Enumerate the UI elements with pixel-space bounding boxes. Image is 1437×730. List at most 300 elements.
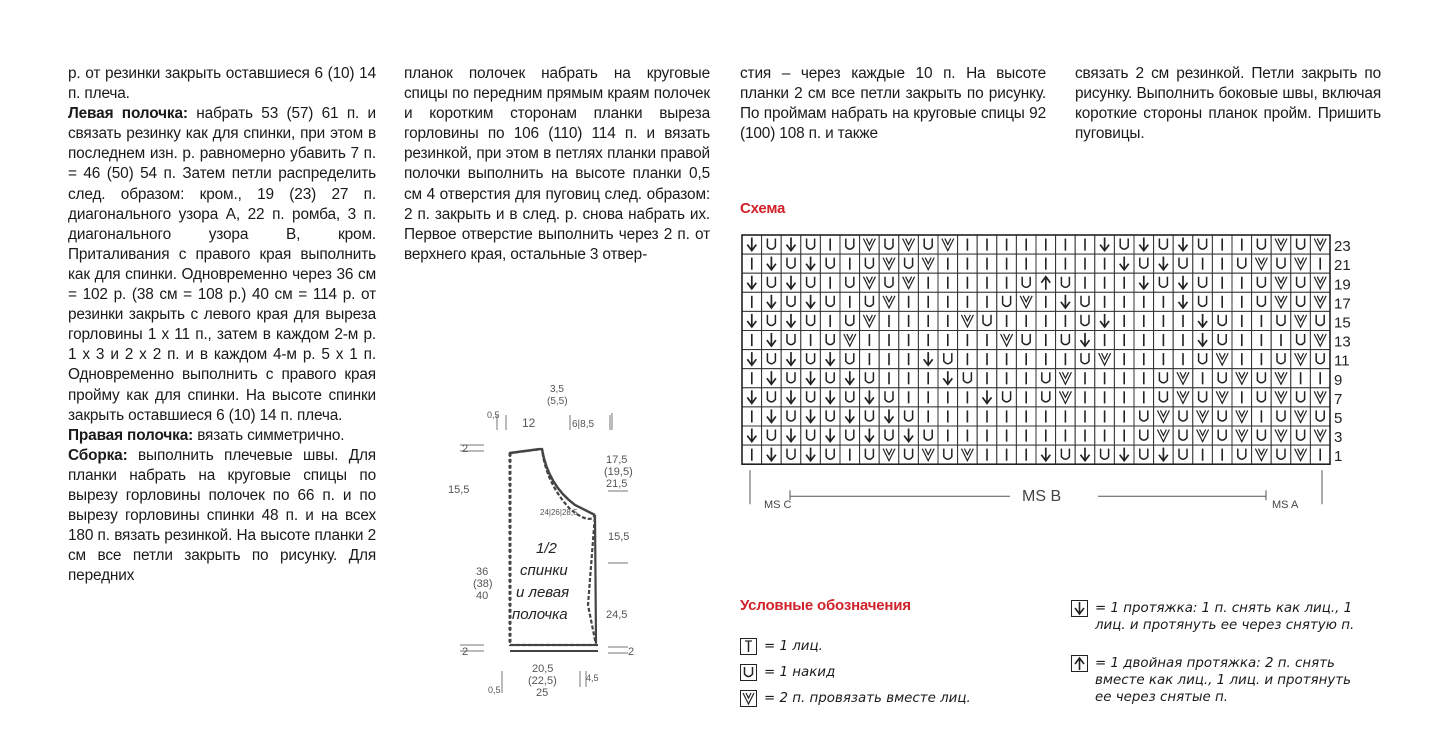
chart-cell [860, 235, 880, 254]
dim-body-height-sub2: 40 [476, 590, 489, 602]
chart-cell [742, 445, 762, 464]
dim-armhole-height: 17,5 [606, 454, 628, 466]
cell-border [860, 445, 880, 464]
chart-cell [742, 273, 762, 292]
chart-cell [1212, 445, 1232, 464]
cell-border [820, 254, 840, 273]
cell-border [1232, 254, 1252, 273]
chart-cell [1212, 388, 1232, 407]
chart-cell [1173, 426, 1193, 445]
chart-cell [1232, 426, 1252, 445]
cell-border [801, 350, 821, 369]
cell-border [820, 292, 840, 311]
chart-cell [1271, 311, 1291, 330]
cell-border [820, 407, 840, 426]
chart-cell [840, 350, 860, 369]
chart-cell [879, 426, 899, 445]
chart-cell [899, 254, 919, 273]
chart-cell [1075, 426, 1095, 445]
chart-cell [1291, 254, 1311, 273]
chart-cell [977, 350, 997, 369]
dim-side-lower: 24,5 [606, 609, 628, 621]
row-number-label: 23 [1334, 238, 1351, 256]
chart-cell [1016, 311, 1036, 330]
chart-cell [840, 254, 860, 273]
cell-border [1252, 273, 1272, 292]
chart-cell [1271, 445, 1291, 464]
chart-cell [1016, 235, 1036, 254]
left-front-text: набрать 53 (57) 61 п. и связать резинку как для спинки, при этом в последнем изн. р. равномерно убавить 7 п. = 46 (50) 54 п. Затем петли распределить след. образом: кром., 19 (23) 27 п. диагонального узора А, 22 п. ромба, 3 п. диагонального узора В, кром. Приталивания с правого края выполнить как для спинки. Одновременно через 36 см = 102 р. (38 см = 108 р.) 40 см = 114 р. от резинки закрыть с левого края для выреза горловины 1 х 11 п., затем в каждом 2-м р. 1 х 3 и 2 х 2 п. и в каждом 4-м р. 5 х 1 п. Одновременно выполнить с правого края пройму как для спинки. На высоте спинки закрыть оставшиеся 6 (10) 14 п. плеча. [68, 105, 377, 424]
chart-cell [781, 292, 801, 311]
chart-cell [977, 273, 997, 292]
chart-cell [1232, 407, 1252, 426]
row-number-label: 21 [1334, 257, 1351, 275]
chart-cell [1173, 407, 1193, 426]
center-label-1: 1/2 [536, 540, 557, 557]
chart-cell [1193, 254, 1213, 273]
chart-cell [1232, 254, 1252, 273]
chart-cell [1212, 273, 1232, 292]
chart-cell [899, 311, 919, 330]
chart-cell [958, 369, 978, 388]
chart-cell [997, 273, 1017, 292]
chart-cell [1056, 235, 1076, 254]
chart-cell [820, 331, 840, 350]
cell-border [1056, 273, 1076, 292]
chart-cell [958, 311, 978, 330]
cell-border [1056, 331, 1076, 350]
chart-cell [840, 445, 860, 464]
knitting-chart-svg [738, 232, 1378, 542]
chart-cell [958, 388, 978, 407]
cell-border [781, 445, 801, 464]
chart-cell [1016, 254, 1036, 273]
chart-cell [1173, 331, 1193, 350]
cell-border [1271, 445, 1291, 464]
chart-cell [918, 235, 938, 254]
chart-cell [840, 273, 860, 292]
segment-label: MS A [1272, 499, 1299, 512]
cell-border [1291, 235, 1311, 254]
cell-border [977, 311, 997, 330]
cell-border [762, 426, 782, 445]
chart-cell [801, 445, 821, 464]
chart-cell [860, 331, 880, 350]
chart-cell [801, 235, 821, 254]
chart-cell [801, 331, 821, 350]
legend-k2tog [740, 690, 1040, 708]
chart-cell [1036, 350, 1056, 369]
chart-cell [1056, 254, 1076, 273]
chart-cell [1212, 407, 1232, 426]
dim-neck-depth: 15,5 [448, 484, 470, 496]
chart-cell [1291, 292, 1311, 311]
chart-cell [742, 254, 762, 273]
chart-cell [1291, 426, 1311, 445]
chart-cell [1310, 331, 1330, 350]
chart-cell [1212, 331, 1232, 350]
chart-cell [1291, 331, 1311, 350]
chart-cell [997, 369, 1017, 388]
k2tog-symbol-icon [740, 690, 757, 707]
chart-cell [1291, 369, 1311, 388]
chart-cell [938, 426, 958, 445]
cell-border [781, 254, 801, 273]
chart-cell [781, 388, 801, 407]
chart-cell [840, 369, 860, 388]
dim-neck-inner: 24|26|28,5 [540, 508, 578, 517]
chart-cell [1193, 311, 1213, 330]
chart-cell [1075, 273, 1095, 292]
cell-border [1291, 273, 1311, 292]
chart-cell [1134, 331, 1154, 350]
chart-cell [1193, 350, 1213, 369]
chart-cell [1016, 388, 1036, 407]
chart-cell [1271, 273, 1291, 292]
chart-cell [781, 235, 801, 254]
chart-cell [1193, 235, 1213, 254]
chart-cell [1252, 254, 1272, 273]
garment-side [595, 515, 596, 643]
chart-cell [938, 311, 958, 330]
chart-cell [1232, 350, 1252, 369]
chart-cell [1095, 407, 1115, 426]
chart-cell [899, 273, 919, 292]
chart-cell [860, 407, 880, 426]
cell-border [1193, 388, 1213, 407]
chart-cell [1075, 350, 1095, 369]
chart-cell [1212, 235, 1232, 254]
dim-armhole-height-sub2: 21,5 [606, 478, 628, 490]
chart-cell [1291, 388, 1311, 407]
chart-cell [801, 350, 821, 369]
chart-cell [1075, 311, 1095, 330]
cell-border [1193, 273, 1213, 292]
cell-border [860, 369, 880, 388]
chart-cell [860, 369, 880, 388]
cell-border [1212, 369, 1232, 388]
chart-cell [1271, 235, 1291, 254]
chart-cell [958, 235, 978, 254]
chart-cell [742, 426, 762, 445]
cell-border [762, 311, 782, 330]
chart-cell [1252, 407, 1272, 426]
dim-band-right: 4,5 [586, 673, 599, 683]
center-label-3: и левая [516, 584, 570, 601]
chart-cell [781, 311, 801, 330]
chart-cell [1154, 445, 1174, 464]
chart-cell [938, 388, 958, 407]
chart-cell [1114, 445, 1134, 464]
chart-cell [1310, 388, 1330, 407]
chart-cell [1212, 254, 1232, 273]
cell-border [1212, 407, 1232, 426]
chart-cell [840, 235, 860, 254]
cell-border [1193, 350, 1213, 369]
chart-cell [781, 426, 801, 445]
chart-cell [879, 331, 899, 350]
chart-cell [820, 445, 840, 464]
chart-cell [1291, 350, 1311, 369]
chart-cell [938, 331, 958, 350]
chart-cell [997, 350, 1017, 369]
cell-border [1310, 407, 1330, 426]
chart-cell [1114, 426, 1134, 445]
chart-cell [879, 254, 899, 273]
chart-cell [1114, 369, 1134, 388]
cell-border [997, 292, 1017, 311]
chart-cell [1193, 369, 1213, 388]
chart-cell [1016, 445, 1036, 464]
chart-cell [1173, 311, 1193, 330]
double-decrease-symbol-icon [1071, 655, 1088, 672]
chart-cell [801, 369, 821, 388]
cell-border [958, 369, 978, 388]
legend-title: Условные обозначения [740, 597, 911, 614]
chart-cell [1310, 369, 1330, 388]
chart-cell [840, 331, 860, 350]
chart-cell [1114, 292, 1134, 311]
chart-cell [1193, 445, 1213, 464]
row-number-label: 13 [1334, 333, 1351, 351]
chart-cell [977, 407, 997, 426]
chart-cell [1310, 292, 1330, 311]
chart-cell [1252, 235, 1272, 254]
chart-cell [1114, 254, 1134, 273]
cell-border [762, 273, 782, 292]
chart-cell [1252, 331, 1272, 350]
chart-cell [840, 388, 860, 407]
left-front-label: Левая полочка: [68, 105, 188, 123]
chart-cell [1173, 369, 1193, 388]
dim-bottom-width: 20,5 [532, 663, 554, 675]
row-number-label: 17 [1334, 295, 1351, 313]
chart-cell [1154, 388, 1174, 407]
cell-border [840, 426, 860, 445]
chart-cell [1310, 426, 1330, 445]
chart-cell [860, 273, 880, 292]
chart-cell [899, 331, 919, 350]
chart-cell [918, 350, 938, 369]
chart-cell [1232, 331, 1252, 350]
chart-cell [1212, 292, 1232, 311]
chart-cell [1056, 292, 1076, 311]
chart-cell [1036, 426, 1056, 445]
marker-bottom-left: 2 [462, 646, 469, 658]
chart-cell [1036, 254, 1056, 273]
chart-cell [1173, 235, 1193, 254]
chart-cell [742, 292, 762, 311]
chart-cell [1154, 426, 1174, 445]
chart-cell [1095, 350, 1115, 369]
chart-cell [1095, 273, 1115, 292]
chart-cell [1095, 331, 1115, 350]
cell-border [938, 445, 958, 464]
cell-border [1252, 388, 1272, 407]
cell-border [840, 388, 860, 407]
chart-cell [1232, 445, 1252, 464]
cell-border [1154, 235, 1174, 254]
chart-cell [1271, 388, 1291, 407]
cell-border [762, 235, 782, 254]
chart-cell [1271, 369, 1291, 388]
chart-cell [958, 445, 978, 464]
chart-cell [1095, 254, 1115, 273]
chart-cell [1056, 369, 1076, 388]
chart-cell [1056, 407, 1076, 426]
dim-body-height-sub1: (38) [473, 578, 493, 590]
chart-cell [860, 426, 880, 445]
legend-double-decrease-text: = 1 двойная протяжка: 2 п. снять вместе как лиц., 1 лиц. и протянуть ее через снятые п. [1095, 656, 1351, 705]
cell-border [1252, 426, 1272, 445]
chart-cell [742, 369, 762, 388]
chart-cell [762, 331, 782, 350]
cell-border [1154, 388, 1174, 407]
chart-cell [977, 235, 997, 254]
knitting-chart [738, 232, 1378, 542]
chart-cell [1114, 331, 1134, 350]
marker-top: 2 [462, 443, 469, 455]
chart-cell [1310, 273, 1330, 292]
chart-cell [742, 311, 762, 330]
cell-border [1095, 445, 1115, 464]
chart-cell [762, 254, 782, 273]
cell-border [899, 407, 919, 426]
chart-cell [1016, 369, 1036, 388]
row-number-label: 19 [1334, 276, 1351, 294]
cell-border [1075, 350, 1095, 369]
chart-cell [958, 407, 978, 426]
chart-cell [1056, 445, 1076, 464]
chart-cell [1271, 350, 1291, 369]
chart-cell [1173, 292, 1193, 311]
chart-cell [1173, 445, 1193, 464]
legend-skp [1071, 600, 1371, 654]
chart-cell [958, 254, 978, 273]
chart-cell [1271, 407, 1291, 426]
chart-cell [1056, 426, 1076, 445]
chart-cell [781, 407, 801, 426]
chart-cell [1154, 369, 1174, 388]
cell-border [801, 311, 821, 330]
assembly-text: выполнить плечевые швы. Для планки набрать на круговые спицы по вырезу горловины полочек по 66 п. и по вырезу горловины спинки 48 п. и на всех 180 п. вязать резинкой. На высоте планки 2 см все петли закрыть по рисунку. Для передних [68, 446, 376, 585]
chart-cell [742, 407, 762, 426]
knit-symbol-icon [740, 638, 757, 655]
chart-cell [958, 273, 978, 292]
chart-cell [801, 273, 821, 292]
dim-bottom-width-sub1: (22,5) [528, 675, 557, 687]
chart-cell [1075, 331, 1095, 350]
chart-cell [1114, 311, 1134, 330]
dim-body-height: 36 [476, 566, 489, 578]
chart-cell [997, 388, 1017, 407]
chart-cell [1310, 235, 1330, 254]
chart-cell [977, 426, 997, 445]
chart-cell [1291, 311, 1311, 330]
chart-cell [1193, 407, 1213, 426]
chart-cell [1095, 292, 1115, 311]
chart-cell [762, 311, 782, 330]
chart-cell [801, 254, 821, 273]
chart-cell [879, 369, 899, 388]
cell-border [1271, 311, 1291, 330]
schema-title: Схема [740, 200, 786, 217]
chart-cell [977, 445, 997, 464]
cell-border [918, 426, 938, 445]
right-front-text: вязать симметрично. [193, 426, 345, 444]
chart-cell [977, 292, 997, 311]
paragraph-armholes: стия – через каждые 10 п. На высоте планки 2 см все петли закрыть по рисунку. По проймам набрать на круговые спицы 92 (100) 108 п. и также [740, 65, 1046, 143]
chart-cell [781, 350, 801, 369]
dim-armhole-height-sub1: (19,5) [604, 466, 633, 478]
chart-cell [762, 407, 782, 426]
chart-cell [1075, 235, 1095, 254]
dim-bottom-width-sub2: 25 [536, 687, 549, 699]
cell-border [1252, 235, 1272, 254]
chart-cell [1095, 445, 1115, 464]
chart-cell [1310, 254, 1330, 273]
cell-border [1310, 311, 1330, 330]
chart-cell [1291, 445, 1311, 464]
chart-cell [762, 426, 782, 445]
legend-double-decrease [1071, 655, 1371, 709]
chart-cell [899, 407, 919, 426]
cell-border [899, 445, 919, 464]
cell-border [1310, 350, 1330, 369]
chart-cell [958, 426, 978, 445]
cell-border [840, 273, 860, 292]
chart-cell [879, 273, 899, 292]
chart-cell [1134, 369, 1154, 388]
chart-cell [1252, 388, 1272, 407]
chart-cell [840, 426, 860, 445]
cell-border [1271, 254, 1291, 273]
center-label-2: спинки [520, 562, 568, 579]
center-label-4: полочка [512, 606, 568, 623]
chart-cell [1114, 350, 1134, 369]
chart-cell [1193, 331, 1213, 350]
chart-cell [977, 331, 997, 350]
cell-border [1212, 426, 1232, 445]
chart-cell [1016, 292, 1036, 311]
chart-cell [820, 273, 840, 292]
chart-cell [918, 369, 938, 388]
row-number-label: 5 [1334, 410, 1343, 427]
chart-cell [762, 350, 782, 369]
chart-cell [1095, 426, 1115, 445]
cell-border [1134, 254, 1154, 273]
chart-cell [820, 292, 840, 311]
chart-cell [1075, 445, 1095, 464]
chart-cell [1193, 388, 1213, 407]
row-number-label: 9 [1334, 371, 1343, 389]
chart-cell [860, 350, 880, 369]
cell-border [1252, 369, 1272, 388]
cell-border [1271, 407, 1291, 426]
chart-cell [801, 388, 821, 407]
chart-cell [1154, 311, 1174, 330]
chart-cell [1036, 273, 1056, 292]
chart-cell [1271, 292, 1291, 311]
cell-border [1016, 331, 1036, 350]
cell-border [801, 273, 821, 292]
cell-border [879, 388, 899, 407]
chart-cell [1134, 254, 1154, 273]
legend-k2tog-text: = 2 п. провязать вместе лиц. [764, 691, 971, 706]
cell-border [1291, 292, 1311, 311]
chart-cell [1291, 235, 1311, 254]
cell-border [1291, 331, 1311, 350]
